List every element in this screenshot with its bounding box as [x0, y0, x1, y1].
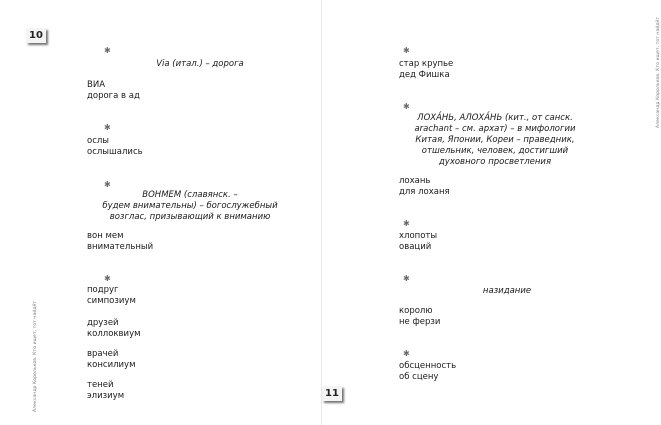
r-entry-3-line-2: оваций — [399, 242, 432, 252]
vertical-running-title-left: Александр Корольков. Кто ищет, тот найдёт — [33, 300, 38, 412]
entry-2-line-2: ослышались — [87, 147, 143, 157]
r-entry-1-line-2: дед Фишка — [399, 70, 450, 80]
entry-2-line-1: ослы — [87, 136, 110, 146]
entry-4-line-7: теней — [87, 380, 114, 390]
left-page — [0, 0, 322, 425]
r-entry-5-line-2: об сцену — [399, 372, 439, 382]
entry-4-line-5: врачей — [87, 349, 119, 359]
r-entry-3-line-1: хлопоты — [399, 231, 438, 241]
asterism-icon: ✱ — [403, 349, 410, 358]
r-entry-4-headline: назидание — [482, 286, 532, 296]
page-number-left: 10 — [26, 28, 46, 43]
asterism-icon: ✱ — [403, 274, 410, 283]
r-entry-4-line-1: королю — [399, 306, 433, 316]
r-entry-2-line-2: для лоханя — [399, 187, 450, 197]
asterism-icon: ✱ — [104, 180, 111, 189]
entry-3-headline-3: возглас, призывающий к вниманию — [109, 212, 271, 222]
r-entry-5-line-1: обсценность — [399, 361, 457, 371]
entry-1-headline: Via (итал.) – дорога — [156, 59, 244, 69]
entry-4-line-1: подруг — [87, 285, 119, 295]
r-entry-1-line-1: стар крупье — [399, 59, 454, 69]
entry-4-line-3: друзей — [87, 318, 119, 328]
entry-1-line-2: дорога в ад — [87, 91, 140, 101]
vertical-running-title-right: Александр Корольков. Кто ищет, тот найдёт — [656, 16, 661, 128]
entry-4-line-2: симпозиум — [87, 296, 136, 306]
entry-4-line-6: консилиум — [87, 360, 136, 370]
asterism-icon: ✱ — [403, 46, 410, 55]
r-entry-2-line-1: лохань — [399, 176, 431, 186]
entry-1-line-1: ВИА — [87, 80, 106, 90]
asterism-icon: ✱ — [104, 274, 111, 283]
r-entry-2-headline-5: духовного просветления — [438, 157, 552, 167]
r-entry-4-line-2: не ферзи — [399, 317, 441, 327]
r-entry-2-headline-3: Китая, Японии, Кореи – праведник, — [415, 135, 575, 145]
asterism-icon: ✱ — [104, 123, 111, 132]
page-number-right: 11 — [322, 386, 342, 401]
entry-3-headline-1: ВОНМЕМ (славянск. – — [142, 190, 238, 200]
entry-3-headline-2: будем внимательны) – богослужебный — [102, 201, 278, 211]
entry-4-line-8: элизиум — [87, 391, 125, 401]
entry-3-line-2: внимательный — [87, 242, 154, 252]
asterism-icon: ✱ — [403, 219, 410, 228]
r-entry-2-headline-1: ЛОХА́НЬ, АЛОХА́НЬ (кит., от санск. — [417, 113, 573, 123]
right-page — [322, 0, 661, 425]
asterism-icon: ✱ — [104, 46, 111, 55]
entry-3-line-1: вон мем — [87, 231, 124, 241]
r-entry-2-headline-4: отшельник, человек, достигший — [421, 146, 569, 156]
entry-4-line-4: коллоквиум — [87, 329, 141, 339]
asterism-icon: ✱ — [403, 102, 410, 111]
r-entry-2-headline-2: arachant – см. архат) – в мифологии — [414, 124, 576, 134]
